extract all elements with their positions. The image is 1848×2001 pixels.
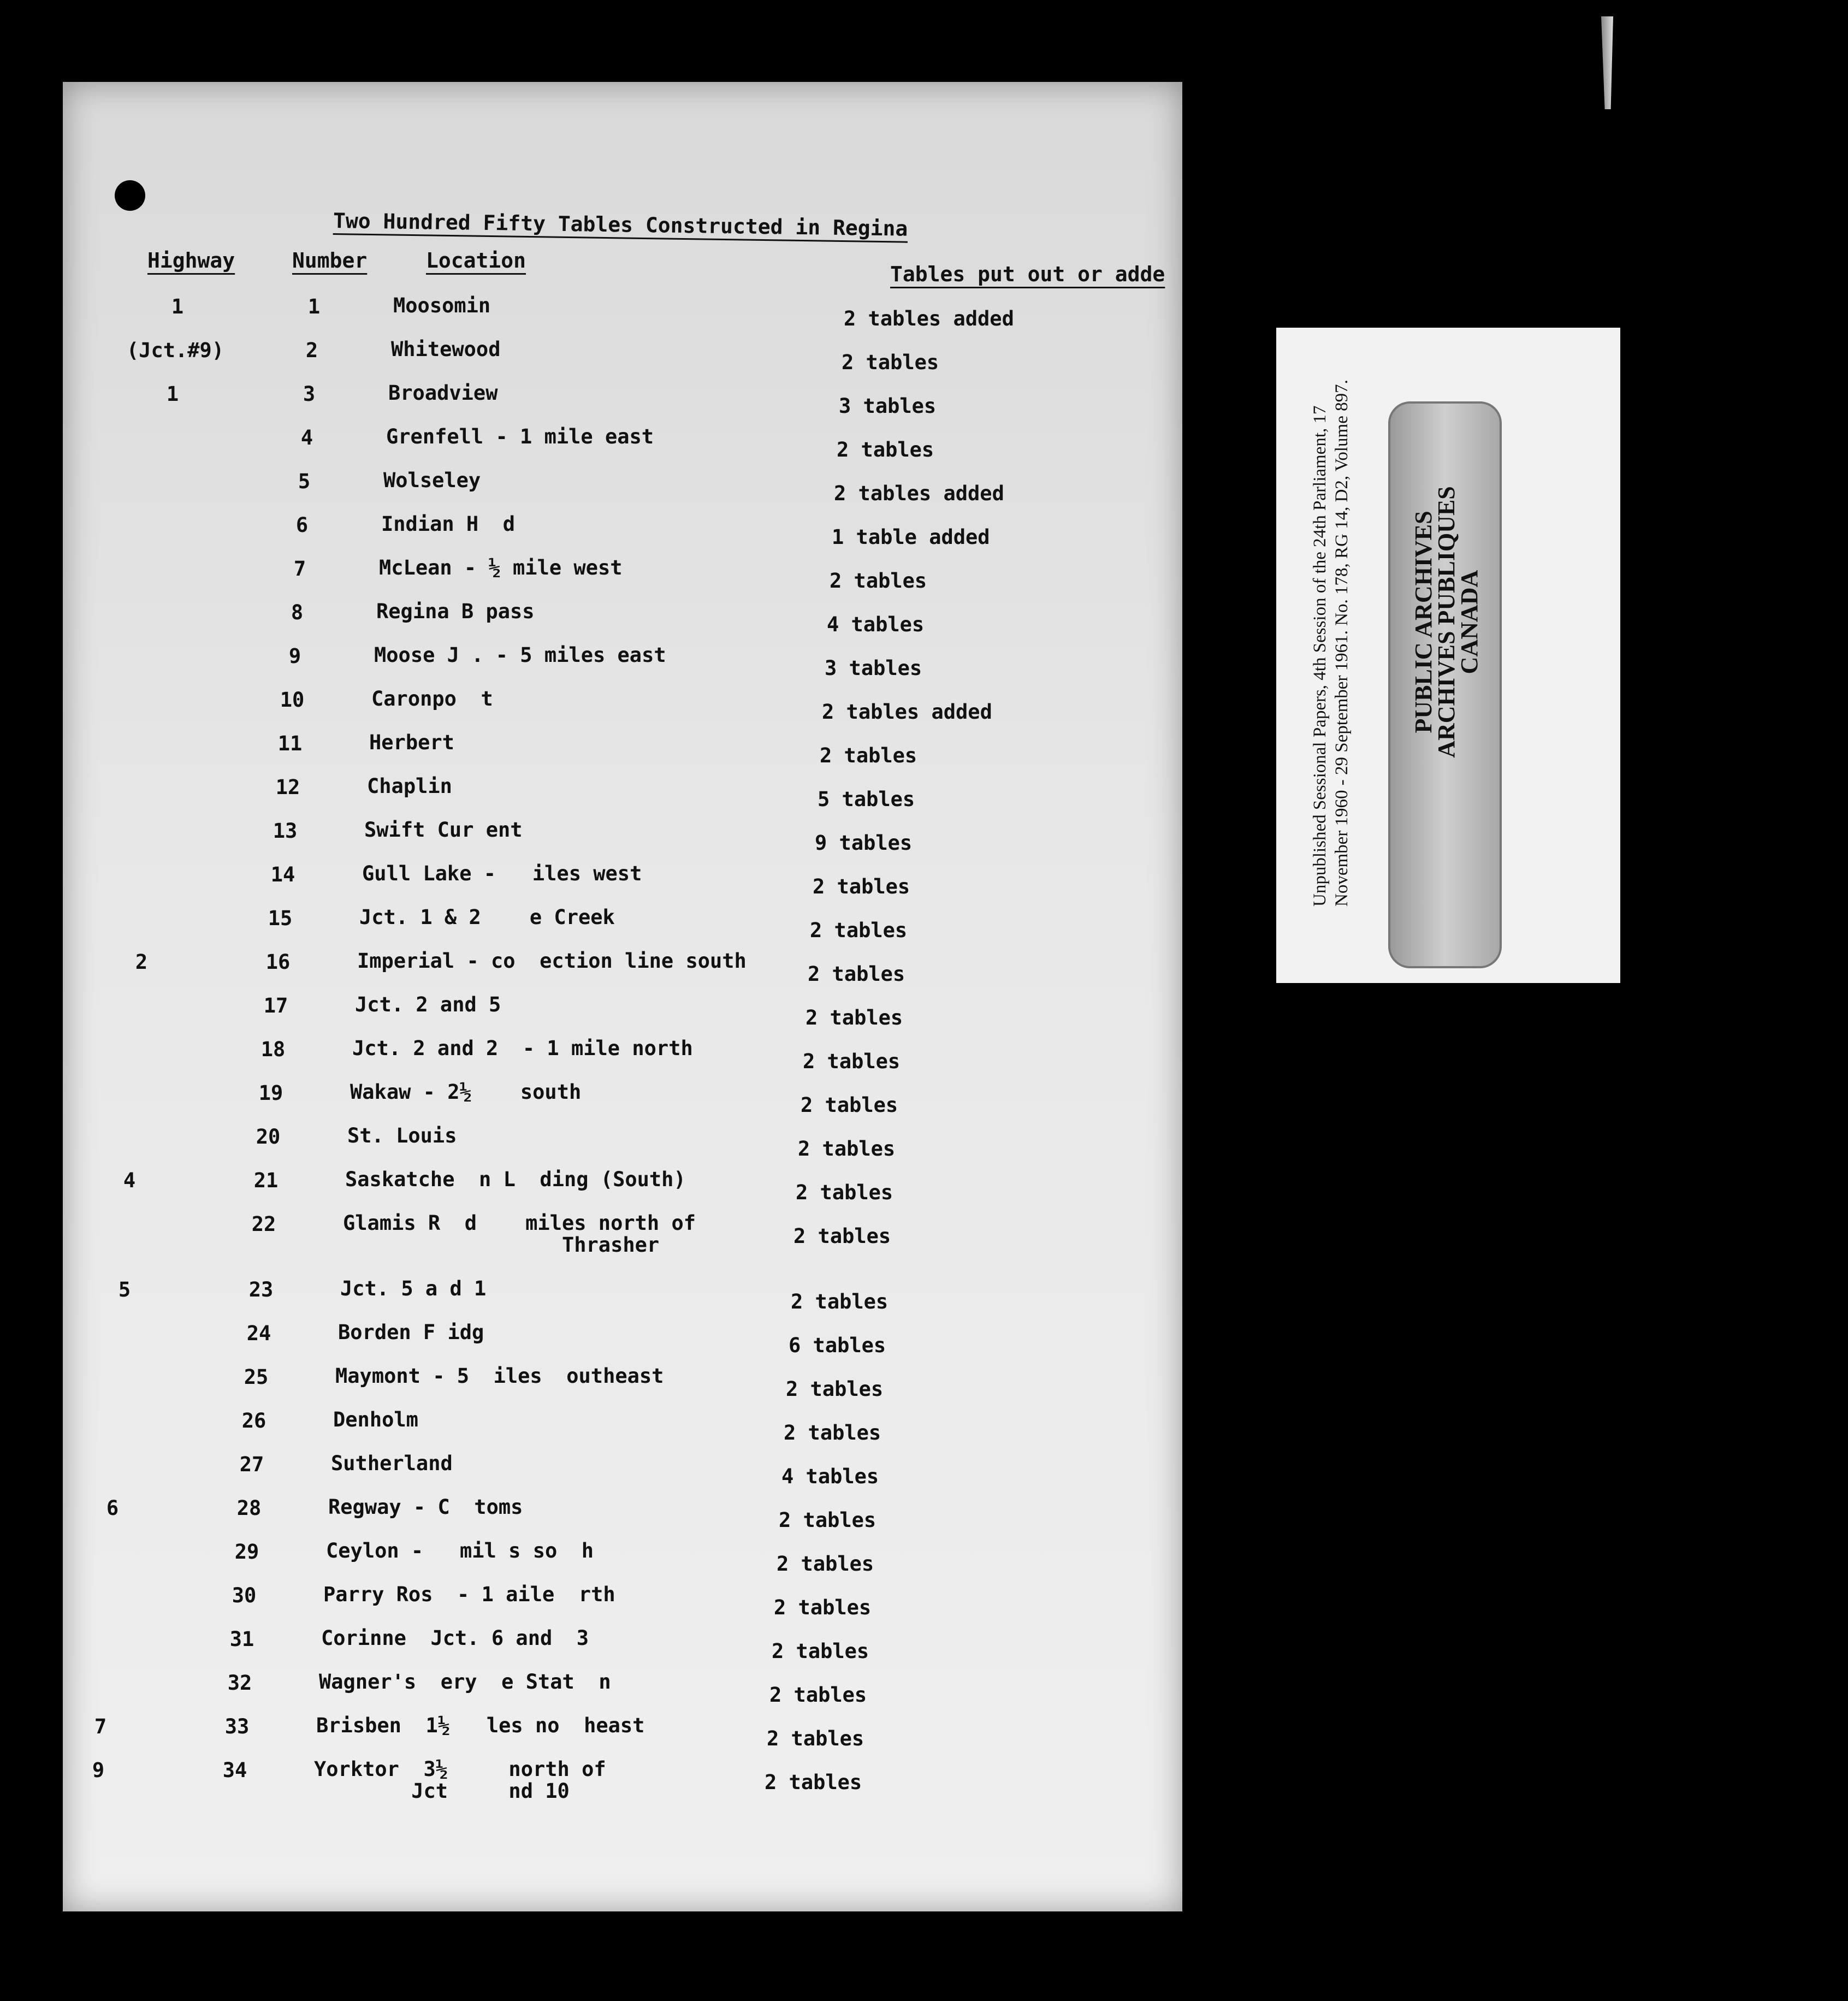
number-cell: 4 [300, 426, 313, 449]
highway-cell: 5 [118, 1278, 131, 1301]
location-cell: Chaplin [367, 774, 452, 798]
number-cell: 24 [246, 1322, 271, 1345]
table-row [63, 601, 1182, 644]
location-cell: Jct. 2 and 2 - 1 mile north [352, 1037, 693, 1060]
table-row [63, 907, 1182, 950]
table-row [63, 1278, 1182, 1322]
number-cell: 29 [234, 1540, 259, 1564]
highway-cell: 7 [94, 1715, 107, 1738]
tables-cell: 2 tables [765, 1771, 862, 1794]
tables-cell: 2 tables added [844, 307, 1014, 330]
number-cell: 34 [222, 1759, 247, 1782]
number-cell: 12 [275, 775, 300, 799]
tables-cell: 2 tables [830, 569, 927, 593]
tables-cell: 2 tables [784, 1421, 881, 1444]
location-cell: Sutherland [331, 1452, 453, 1475]
table-row [63, 1540, 1182, 1584]
location-cell: McLean - ½ mile west [379, 556, 623, 579]
number-cell: 20 [256, 1125, 281, 1148]
location-cell: Saskatche n L ding (South) [345, 1168, 686, 1191]
table-row [63, 1365, 1182, 1409]
number-cell: 32 [227, 1671, 252, 1695]
tables-cell: 2 tables [813, 875, 910, 898]
table-row [63, 863, 1182, 907]
table-row [63, 1627, 1182, 1671]
highway-cell: 4 [123, 1169, 136, 1192]
highway-cell: (Jct.#9) [126, 339, 224, 362]
tables-cell: 2 tables [774, 1596, 872, 1619]
table-row [63, 1453, 1182, 1496]
location-cell: Gull Lake - iles west [362, 862, 642, 885]
table-row [63, 1038, 1182, 1081]
tables-cell: 2 tables [786, 1377, 884, 1401]
table-row [63, 1322, 1182, 1365]
number-cell: 9 [288, 644, 301, 668]
tables-cell: 2 tables [842, 351, 939, 374]
number-cell: 23 [248, 1278, 274, 1301]
highway-cell: 1 [166, 382, 179, 406]
table-row [63, 775, 1182, 819]
location-cell: Jct. 2 and 5 [355, 993, 501, 1016]
header-tables: Tables put out or adde [890, 262, 1165, 286]
location-cell: Regway - C toms [328, 1495, 523, 1519]
tables-cell: 2 tables [769, 1683, 867, 1707]
number-cell: 28 [236, 1496, 262, 1520]
table-row [63, 1715, 1182, 1759]
location-cell: Corinne Jct. 6 and 3 [321, 1626, 589, 1650]
tables-cell: 2 tables [767, 1727, 864, 1750]
table-row [63, 513, 1182, 557]
highway-cell: 6 [106, 1496, 119, 1520]
table-row [63, 557, 1182, 601]
number-cell: 17 [263, 994, 288, 1017]
number-cell: 5 [298, 470, 311, 493]
location-cell: Imperial - co ection line south [357, 949, 747, 973]
location-cell: Swift Cur ent [364, 818, 523, 842]
location-cell: Borden F idg [338, 1321, 484, 1344]
number-cell: 6 [295, 513, 309, 537]
highway-cell: 2 [135, 950, 148, 974]
punch-hole [115, 180, 145, 211]
location-cell: Glamis R d miles north of Thrasher [343, 1211, 696, 1257]
table-row [63, 382, 1182, 426]
table-row [63, 1125, 1182, 1169]
header-location: Location [426, 248, 526, 273]
number-cell: 15 [268, 907, 293, 930]
table-row [63, 339, 1182, 382]
film-edge-sliver [1601, 16, 1613, 109]
number-cell: 21 [253, 1169, 279, 1192]
number-cell: 11 [277, 732, 303, 755]
table-row [63, 732, 1182, 775]
table-row [63, 1496, 1182, 1540]
tables-cell: 2 tables [777, 1552, 874, 1576]
number-cell: 30 [232, 1584, 257, 1607]
header-highway: Highway [147, 248, 235, 273]
tables-cell: 2 tables [837, 438, 934, 461]
location-cell: Wakaw - 2½ south [350, 1080, 582, 1104]
tables-cell: 2 tables [772, 1639, 869, 1663]
location-cell: Broadview [388, 381, 498, 405]
tables-cell: 2 tables [798, 1137, 896, 1161]
tables-cell: 3 tables [825, 656, 922, 680]
table-row [63, 1081, 1182, 1125]
tables-cell: 2 tables [793, 1224, 891, 1248]
tables-cell: 6 tables [789, 1334, 886, 1357]
location-cell: Jct. 5 a d 1 [340, 1277, 487, 1300]
stamp-line-1: PUBLIC ARCHIVES [1410, 511, 1437, 733]
location-cell: Regina B pass [376, 600, 535, 623]
tables-cell: 2 tables [808, 962, 905, 986]
tables-cell: 2 tables [803, 1050, 901, 1073]
location-cell: St. Louis [347, 1124, 457, 1147]
tables-cell: 2 tables added [834, 482, 1004, 505]
location-cell: Wagner's ery e Stat n [319, 1670, 611, 1694]
document-title: Two Hundred Fifty Tables Constructed in Regina [333, 209, 908, 241]
table-row [63, 1169, 1182, 1212]
number-cell: 7 [293, 557, 306, 581]
table-row [63, 470, 1182, 513]
number-cell: 31 [229, 1627, 254, 1651]
location-cell: Jct. 1 & 2 e Creek [359, 905, 615, 929]
location-cell: Moosomin [393, 294, 491, 317]
location-cell: Wolseley [383, 469, 481, 492]
table-row [63, 644, 1182, 688]
stamp-line-3: CANADA [1456, 570, 1483, 674]
location-cell: Yorktor 3½ north of Jct nd 10 [314, 1757, 606, 1803]
location-cell: Caronpo t [371, 687, 493, 711]
archive-caption: Unpublished Sessional Papers, 4th Session of the 24th Parliament, 17 November 1960 - 29 September 1961. No. 178, RG 14, D2, Volume 897. [1310, 380, 1352, 907]
location-cell: Grenfell - 1 mile east [386, 425, 654, 448]
location-cell: Denholm [333, 1408, 418, 1431]
location-cell: Whitewood [391, 338, 501, 361]
header-number: Number [292, 248, 368, 273]
location-cell: Parry Ros - 1 aile rth [323, 1583, 615, 1606]
tables-cell: 2 tables [779, 1508, 876, 1532]
tables-cell: 2 tables [796, 1181, 893, 1204]
tables-cell: 4 tables [781, 1465, 879, 1488]
number-cell: 1 [307, 295, 321, 318]
tables-cell: 2 tables [805, 1006, 903, 1029]
location-cell: Ceylon - mil s so h [326, 1539, 594, 1562]
tables-cell: 2 tables [810, 919, 908, 942]
location-cell: Herbert [369, 731, 454, 754]
tables-cell: 3 tables [839, 394, 937, 418]
number-cell: 25 [244, 1365, 269, 1389]
number-cell: 2 [305, 339, 318, 362]
number-cell: 14 [270, 863, 295, 886]
number-cell: 16 [265, 950, 291, 974]
tables-cell: 2 tables added [822, 700, 992, 724]
table-row [63, 1584, 1182, 1627]
highway-cell: 1 [171, 295, 184, 318]
table-row [63, 1212, 1182, 1256]
table-row [63, 1759, 1182, 1802]
number-cell: 33 [224, 1715, 250, 1738]
number-cell: 19 [258, 1081, 283, 1105]
table-row [63, 1409, 1182, 1453]
tables-cell: 4 tables [827, 613, 925, 636]
number-cell: 27 [239, 1453, 264, 1476]
document-page [63, 82, 1182, 1911]
number-cell: 13 [273, 819, 298, 843]
number-cell: 22 [251, 1212, 276, 1236]
table-row [63, 426, 1182, 470]
number-cell: 26 [241, 1409, 266, 1432]
number-cell: 3 [303, 382, 316, 406]
table-row [63, 1671, 1182, 1715]
tables-cell: 9 tables [815, 831, 913, 855]
table-row [63, 295, 1182, 339]
archive-label [1276, 328, 1620, 983]
number-cell: 8 [291, 601, 304, 624]
tables-cell: 5 tables [818, 788, 915, 811]
highway-cell: 9 [92, 1759, 105, 1782]
table-row [63, 950, 1182, 994]
tables-cell: 2 tables [801, 1093, 898, 1117]
archive-stamp [1388, 401, 1502, 968]
stamp-line-2: ARCHIVES PUBLIQUES [1433, 486, 1460, 758]
location-cell: Moose J . - 5 miles east [374, 643, 666, 667]
tables-cell: 2 tables [820, 744, 917, 767]
location-cell: Brisben 1½ les no heast [316, 1714, 645, 1737]
table-row [63, 994, 1182, 1038]
table-row [63, 819, 1182, 863]
tables-cell: 2 tables [791, 1290, 889, 1313]
location-cell: Indian H d [381, 512, 516, 536]
number-cell: 10 [280, 688, 305, 712]
number-cell: 18 [260, 1038, 286, 1061]
archive-stamp-text [1412, 404, 1481, 840]
table-row [63, 688, 1182, 732]
location-cell: Maymont - 5 iles outheast [335, 1364, 664, 1388]
tables-cell: 1 table added [832, 525, 990, 549]
